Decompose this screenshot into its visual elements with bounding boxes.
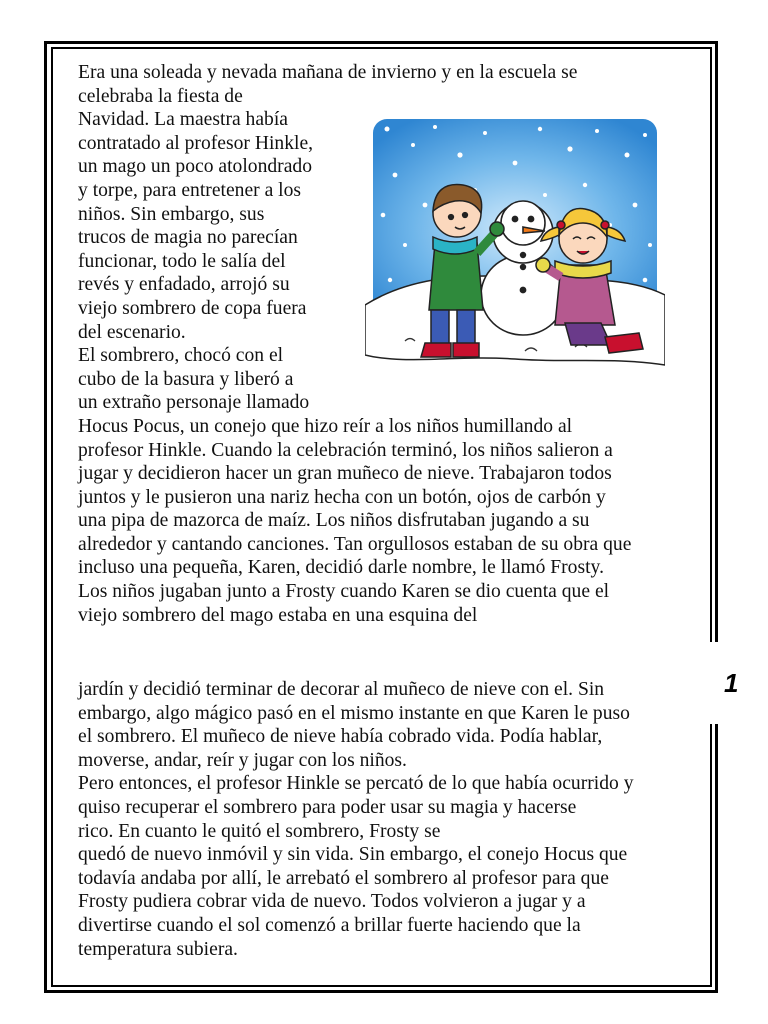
text-line: quiso recuperar el sombrero para poder usar su magia y hacerse xyxy=(78,796,577,818)
text-line: Era una soleada y nevada mañana de invierno y en la escuela se xyxy=(78,62,578,83)
text-line: jugar y decidieron hacer un gran muñeco de nieve. Trabajaron todos xyxy=(78,463,612,485)
text-line: Los niños jugaban junto a Frosty cuando Karen se dio cuenta que el xyxy=(78,581,610,603)
text-line: todavía andaba por allí, le arrebató el sombrero al profesor para que xyxy=(78,867,609,889)
text-line: el sombrero. El muñeco de nieve había cobrado vida. Podía hablar, xyxy=(78,726,603,748)
text-line: Hocus Pocus, un conejo que hizo reír a los niños humillando al xyxy=(78,415,573,437)
text-line: quedó de nuevo inmóvil y sin vida. Sin embargo, el conejo Hocus que xyxy=(78,844,628,866)
text-line: El sombrero, chocó con el xyxy=(78,345,284,367)
text-line: cubo de la basura y liberó a xyxy=(78,368,294,390)
text-line: alrededor y cantando canciones. Tan orgullosos estaban de su obra que xyxy=(78,533,632,555)
text-line: Pero entonces, el profesor Hinkle se percató de lo que había ocurrido y xyxy=(78,773,634,795)
text-line: del escenario. xyxy=(78,321,186,343)
text-line: revés y enfadado, arrojó su xyxy=(78,274,290,296)
text-line: Navidad. La maestra había xyxy=(78,109,288,131)
text-line: un mago un poco atolondrado xyxy=(78,156,312,178)
text-line: jardín y decidió terminar de decorar al muñeco de nieve con el. Sin xyxy=(78,679,605,700)
text-line: funcionar, todo le salía del xyxy=(78,250,286,272)
text-line: Frosty pudiera cobrar vida de nuevo. Todos volvieron a jugar y a xyxy=(78,891,586,913)
text-line: embargo, algo mágico pasó en el mismo instante en que Karen le puso xyxy=(78,702,630,724)
snowman-illustration xyxy=(365,115,665,387)
text-line: juntos y le pusieron una nariz hecha con un botón, ojos de carbón y xyxy=(78,486,606,508)
border-gap xyxy=(704,642,724,724)
text-line: divertirse cuando el sol comenzó a brillar fuerte haciendo que la xyxy=(78,914,581,936)
text-line: moverse, andar, reír y jugar con los niños. xyxy=(78,749,407,771)
text-line: una pipa de mazorca de maíz. Los niños disfrutaban jugando a su xyxy=(78,510,590,532)
text-line: celebraba la fiesta de xyxy=(78,85,243,107)
text-line: y torpe, para entretener a los xyxy=(78,179,302,201)
text-line: profesor Hinkle. Cuando la celebración terminó, los niños salieron a xyxy=(78,439,613,461)
text-line: un extraño personaje llamado xyxy=(78,392,310,414)
page-number: 1 xyxy=(724,668,739,698)
text-line: viejo sombrero del mago estaba en una esquina del xyxy=(78,604,478,626)
text-line: trucos de magia no parecían xyxy=(78,227,298,249)
text-line: temperatura subiera. xyxy=(78,938,238,960)
text-line: contratado al profesor Hinkle, xyxy=(78,132,314,154)
text-line: rico. En cuanto le quitó el sombrero, Frosty se xyxy=(78,820,441,842)
text-line: niños. Sin embargo, sus xyxy=(78,203,265,225)
text-line: incluso una pequeña, Karen, decidió darle nombre, le llamó Frosty. xyxy=(78,557,604,579)
text-line: viejo sombrero de copa fuera xyxy=(78,297,307,319)
story-text-bottom xyxy=(78,678,706,961)
